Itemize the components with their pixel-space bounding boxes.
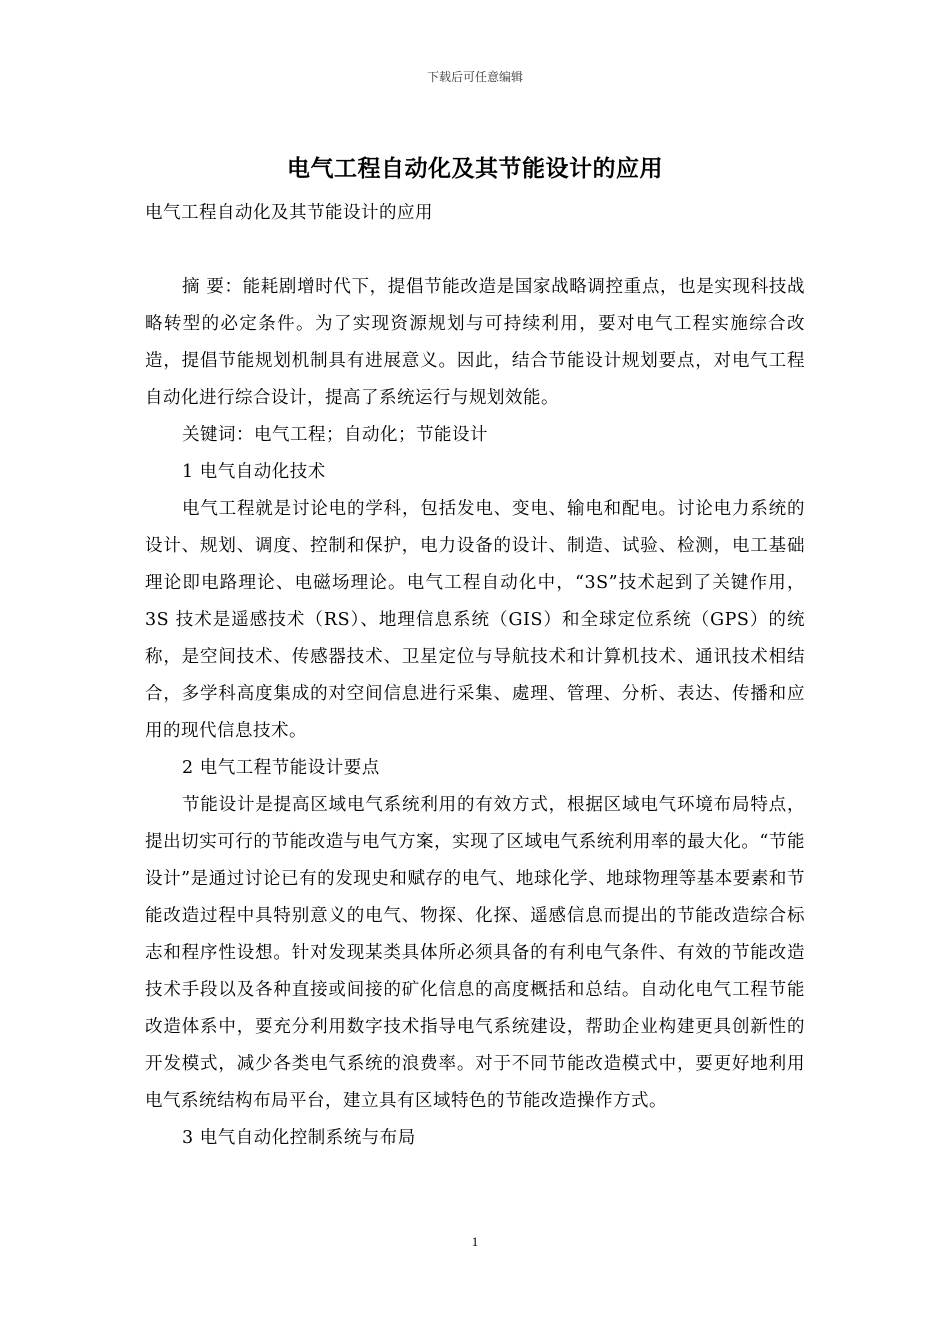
document-title: 电气工程自动化及其节能设计的应用 bbox=[287, 156, 663, 182]
section-heading-2: 2 电气工程节能设计要点 bbox=[182, 758, 380, 778]
abstract-paragraph: 摘 要：能耗剧增时代下，提倡节能改造是国家战略调控重点，也是实现科技战略转型的必定条件。为了实现资源规划与可持续利用，要对电气工程实施综合改造，提倡节能规划机制具有进展意义。因此，结合节能设计规划要点，对电气工程自动化进行综合设计，提高了系统运行与规划效能。 bbox=[145, 277, 805, 408]
document-body bbox=[145, 195, 805, 1157]
page-number: 1 bbox=[471, 1234, 479, 1249]
document-subtitle: 电气工程自动化及其节能设计的应用 bbox=[145, 203, 433, 223]
keywords-line: 关键词：电气工程；自动化；节能设计 bbox=[182, 425, 488, 445]
section-heading-1: 1 电气自动化技术 bbox=[182, 462, 326, 482]
section-text-1: 电气工程就是讨论电的学科，包括发电、变电、输电和配电。讨论电力系统的设计、规划、调度、控制和保护，电力设备的设计、制造、试验、检测，电工基础理论即电路理论、电磁场理论。电气工程自动化中，“3S”技术起到了关键作用，3S 技术是遥感技术（RS）、地理信息系统（GIS）和全球定位系统（GPS）的统称，是空间技术、传感器技术、卫星定位与导航技术和计算机技术、通讯技术相结合，多学科高度集成的对空间信息进行采集、處理、管理、分析、表达、传播和应用的现代信息技术。 bbox=[145, 499, 805, 741]
section-heading-3: 3 电气自动化控制系统与布局 bbox=[182, 1128, 416, 1148]
header-note: 下载后可任意编辑 bbox=[426, 70, 523, 84]
section-text-2: 节能设计是提高区域电气系统利用的有效方式，根据区域电气环境布局特点，提出切实可行的节能改造与电气方案，实现了区域电气系统利用率的最大化。“节能设计”是通过讨论已有的发现史和赋存的电气、地球化学、地球物理等基本要素和节能改造过程中具特别意义的电气、物探、化探、遥感信息而提出的节能改造综合标志和程序性设想。针对发现某类具体所必须具备的有利电气条件、有效的节能改造技术手段以及各种直接或间接的矿化信息的高度概括和总结。自动化电气工程节能改造体系中，要充分利用数字技术指导电气系统建设，帮助企业构建更具创新性的开发模式，减少各类电气系统的浪费率。对于不同节能改造模式中，要更好地利用电气系统结构布局平台，建立具有区域特色的节能改造操作方式。 bbox=[145, 795, 805, 1111]
